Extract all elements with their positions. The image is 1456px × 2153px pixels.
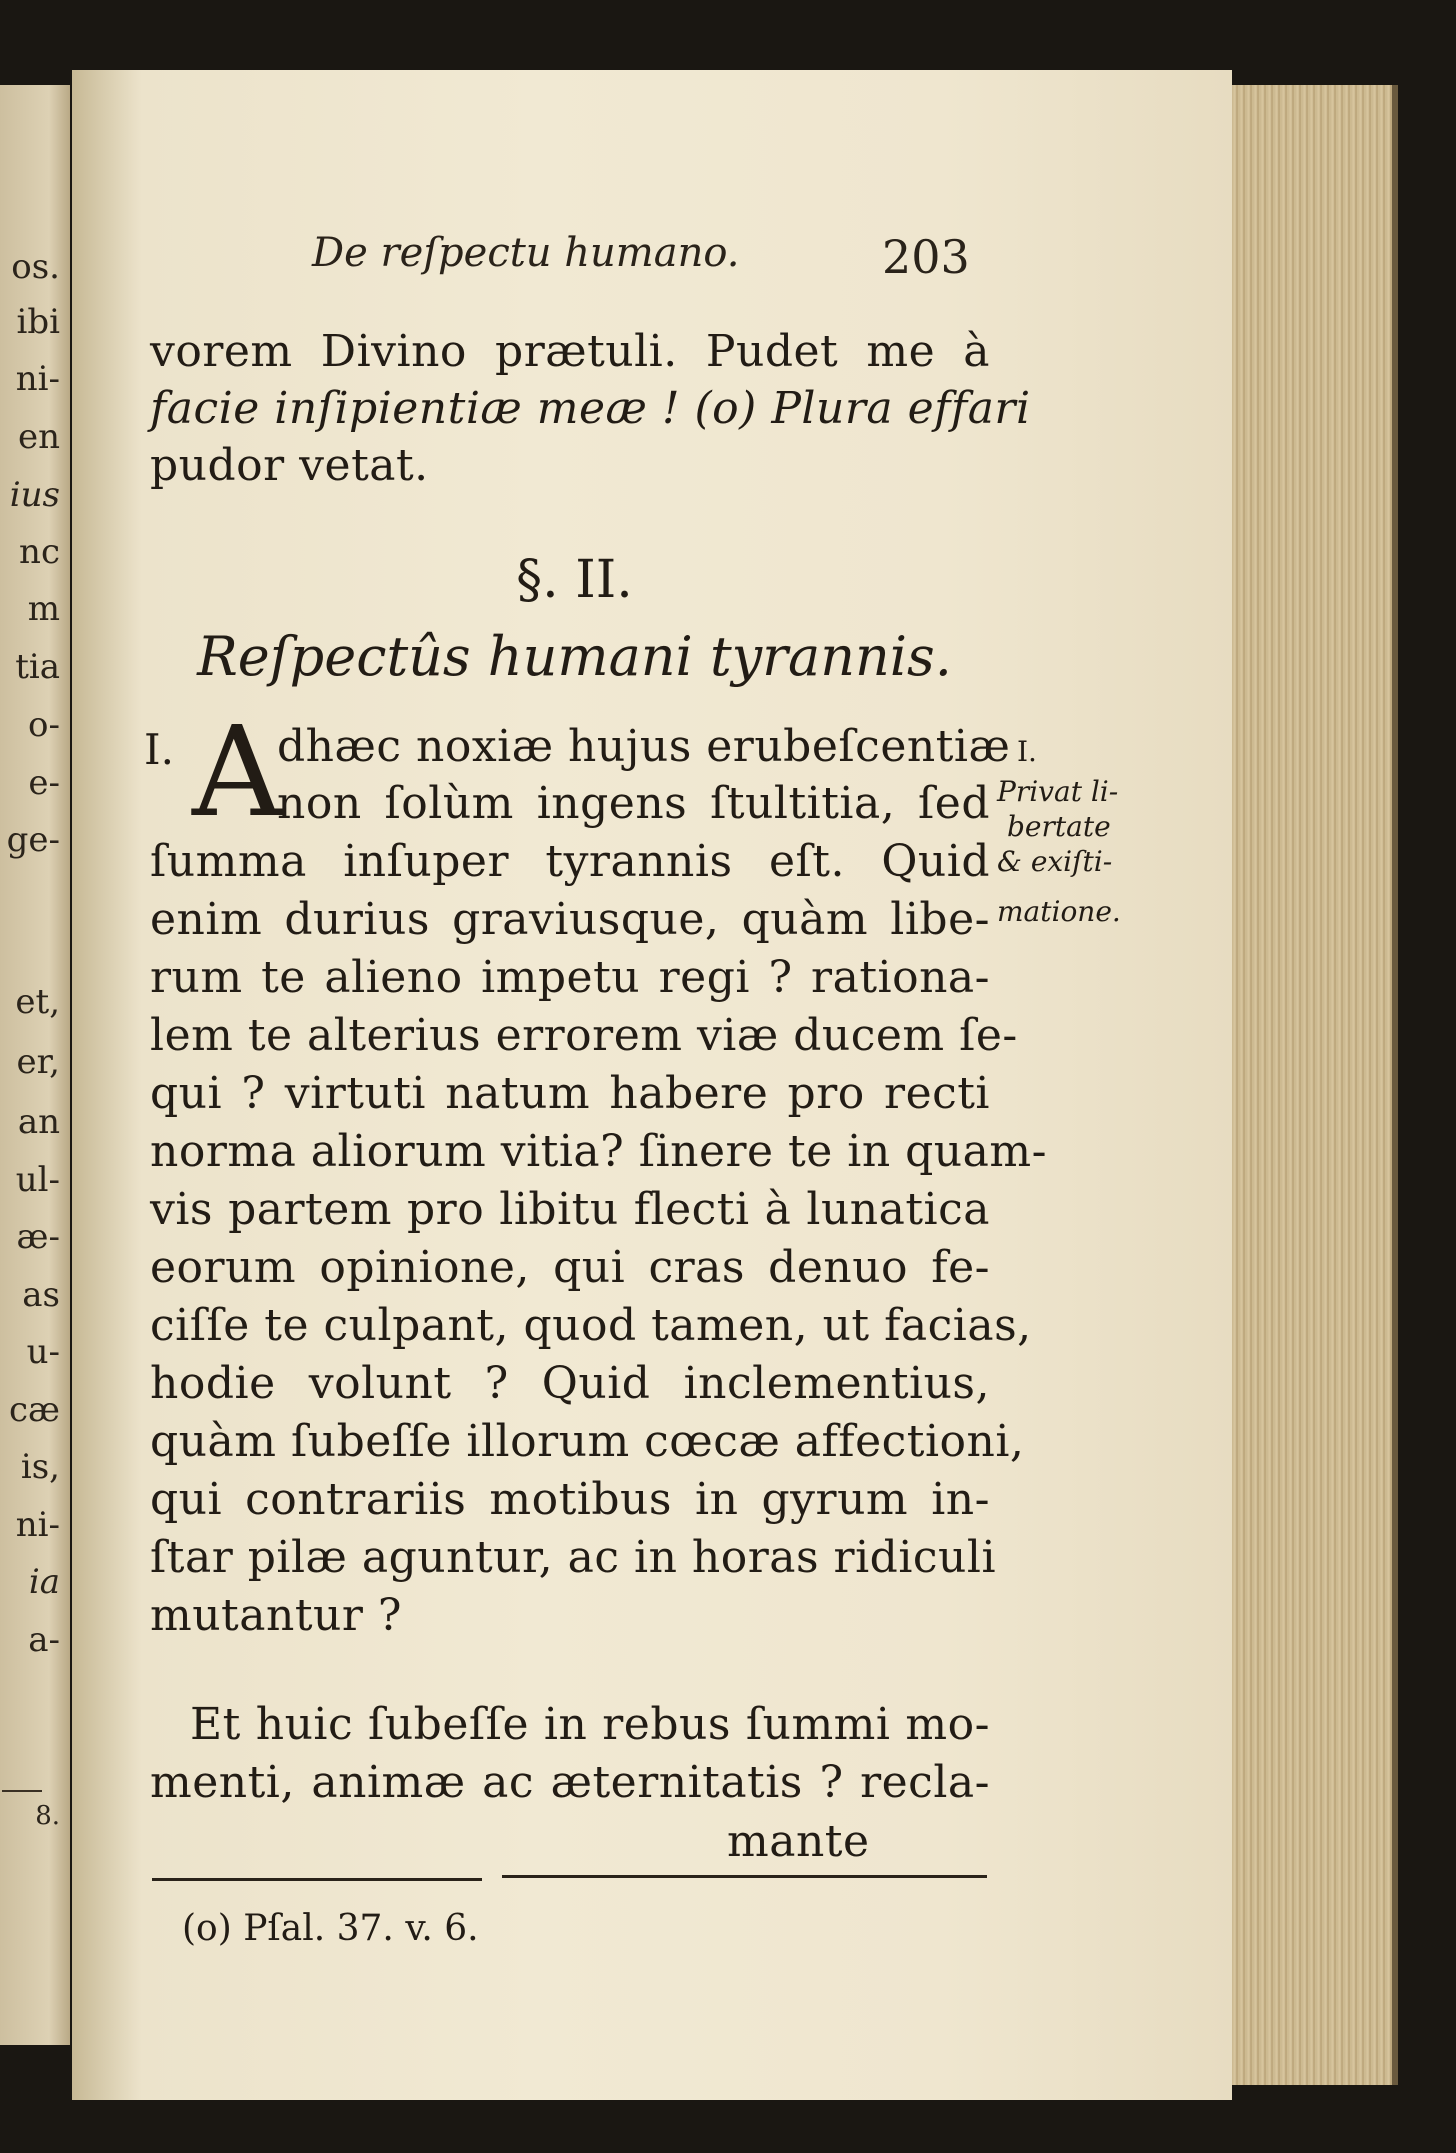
margin-note: & exiſti- — [997, 845, 1113, 878]
left-fragment: tia — [15, 647, 60, 687]
text-line: Et huic ſubeſſe in rebus ſummi mo- — [190, 1699, 990, 1750]
left-fragment: an — [17, 1102, 60, 1142]
left-fragment: a- — [28, 1620, 60, 1660]
text-line: qui contrariis motibus in gyrum in- — [150, 1474, 990, 1525]
margin-note: I. — [1017, 735, 1037, 768]
left-fragment: m — [27, 589, 60, 629]
footnote: (o) Pſal. 37. v. 6. — [182, 1908, 479, 1949]
text-line: pudor vetat. — [150, 440, 429, 491]
margin-note: bertate — [1007, 810, 1111, 843]
text-line: vis partem pro libitu flecti à lunatica — [150, 1184, 990, 1235]
text-line: eorum opinione, qui cras denuo fe- — [150, 1242, 990, 1293]
page-fore-edge — [1232, 85, 1398, 2085]
text-line: lem te alterius errorem viæ ducem ſe- — [150, 1010, 1018, 1061]
paragraph-number: I. — [144, 725, 174, 774]
left-fragment: cæ — [9, 1390, 60, 1430]
left-fragment: nc — [19, 532, 60, 572]
left-fragment: e- — [28, 763, 60, 803]
catchword: mante — [727, 1816, 870, 1867]
left-fragment: et, — [15, 982, 60, 1022]
left-fragment: 8. — [35, 1801, 60, 1831]
left-fragment: ia — [28, 1562, 60, 1602]
left-fragment: ni- — [15, 1505, 60, 1545]
left-fragment: ge- — [6, 820, 60, 860]
left-fragment: ni- — [15, 359, 60, 399]
text-line: mutantur ? — [150, 1590, 402, 1641]
text-line: ciſſe te culpant, quod tamen, ut facias, — [150, 1300, 1032, 1351]
text-line: menti, animæ ac æternitatis ? recla- — [150, 1757, 990, 1808]
left-fragment: o- — [28, 705, 60, 745]
text-line: non ſolùm ingens ſtultitia, ſed — [277, 778, 990, 829]
footnote-rule — [502, 1875, 987, 1878]
text-line: hodie volunt ? Quid inclementius, — [150, 1358, 990, 1409]
text-line: ſtar pilæ aguntur, ac in horas ridiculi — [150, 1532, 997, 1583]
text-line: rum te alieno impetu regi ? rationa- — [150, 952, 990, 1003]
left-fragment: ul- — [15, 1160, 60, 1200]
left-fragment: æ- — [16, 1217, 60, 1257]
left-fragment: os. — [11, 247, 60, 287]
left-fragment: as — [22, 1275, 60, 1315]
page-number: 203 — [882, 230, 970, 284]
text-line: quàm ſubeſſe illorum cœcæ affectioni, — [150, 1416, 1025, 1467]
margin-note: Privat li- — [997, 775, 1119, 808]
text-line: vorem Divino prætuli. Pudet me à — [150, 326, 990, 377]
left-rule — [2, 1790, 42, 1792]
book-page — [72, 70, 1232, 2100]
text-line: qui ? virtuti natum habere pro recti — [150, 1068, 990, 1119]
left-fragment: er, — [16, 1042, 60, 1082]
left-fragment: is, — [20, 1447, 60, 1487]
left-fragment: ius — [9, 475, 60, 515]
text-line: ſumma inſuper tyrannis eſt. Quid — [150, 836, 990, 887]
margin-note: matione. — [997, 895, 1121, 928]
left-fragment: en — [17, 417, 60, 457]
section-number: §. II. — [516, 550, 633, 610]
section-title: Reſpectûs humani tyrannis. — [197, 625, 952, 688]
text-line: enim durius graviusque, quàm libe- — [150, 894, 990, 945]
drop-cap: A — [192, 700, 283, 845]
running-head: De reſpectu humano. — [312, 230, 740, 276]
text-line: facie inſipientiæ meæ ! (o) Plura effari — [150, 383, 1031, 434]
text-line: norma aliorum vitia? ſinere te in quam- — [150, 1126, 1047, 1177]
left-fragment: u- — [26, 1332, 60, 1372]
left-fragment: ibi — [16, 302, 60, 342]
footnote-rule — [152, 1878, 482, 1881]
text-line: dhæc noxiæ hujus erubeſcentiæ — [277, 721, 1011, 772]
